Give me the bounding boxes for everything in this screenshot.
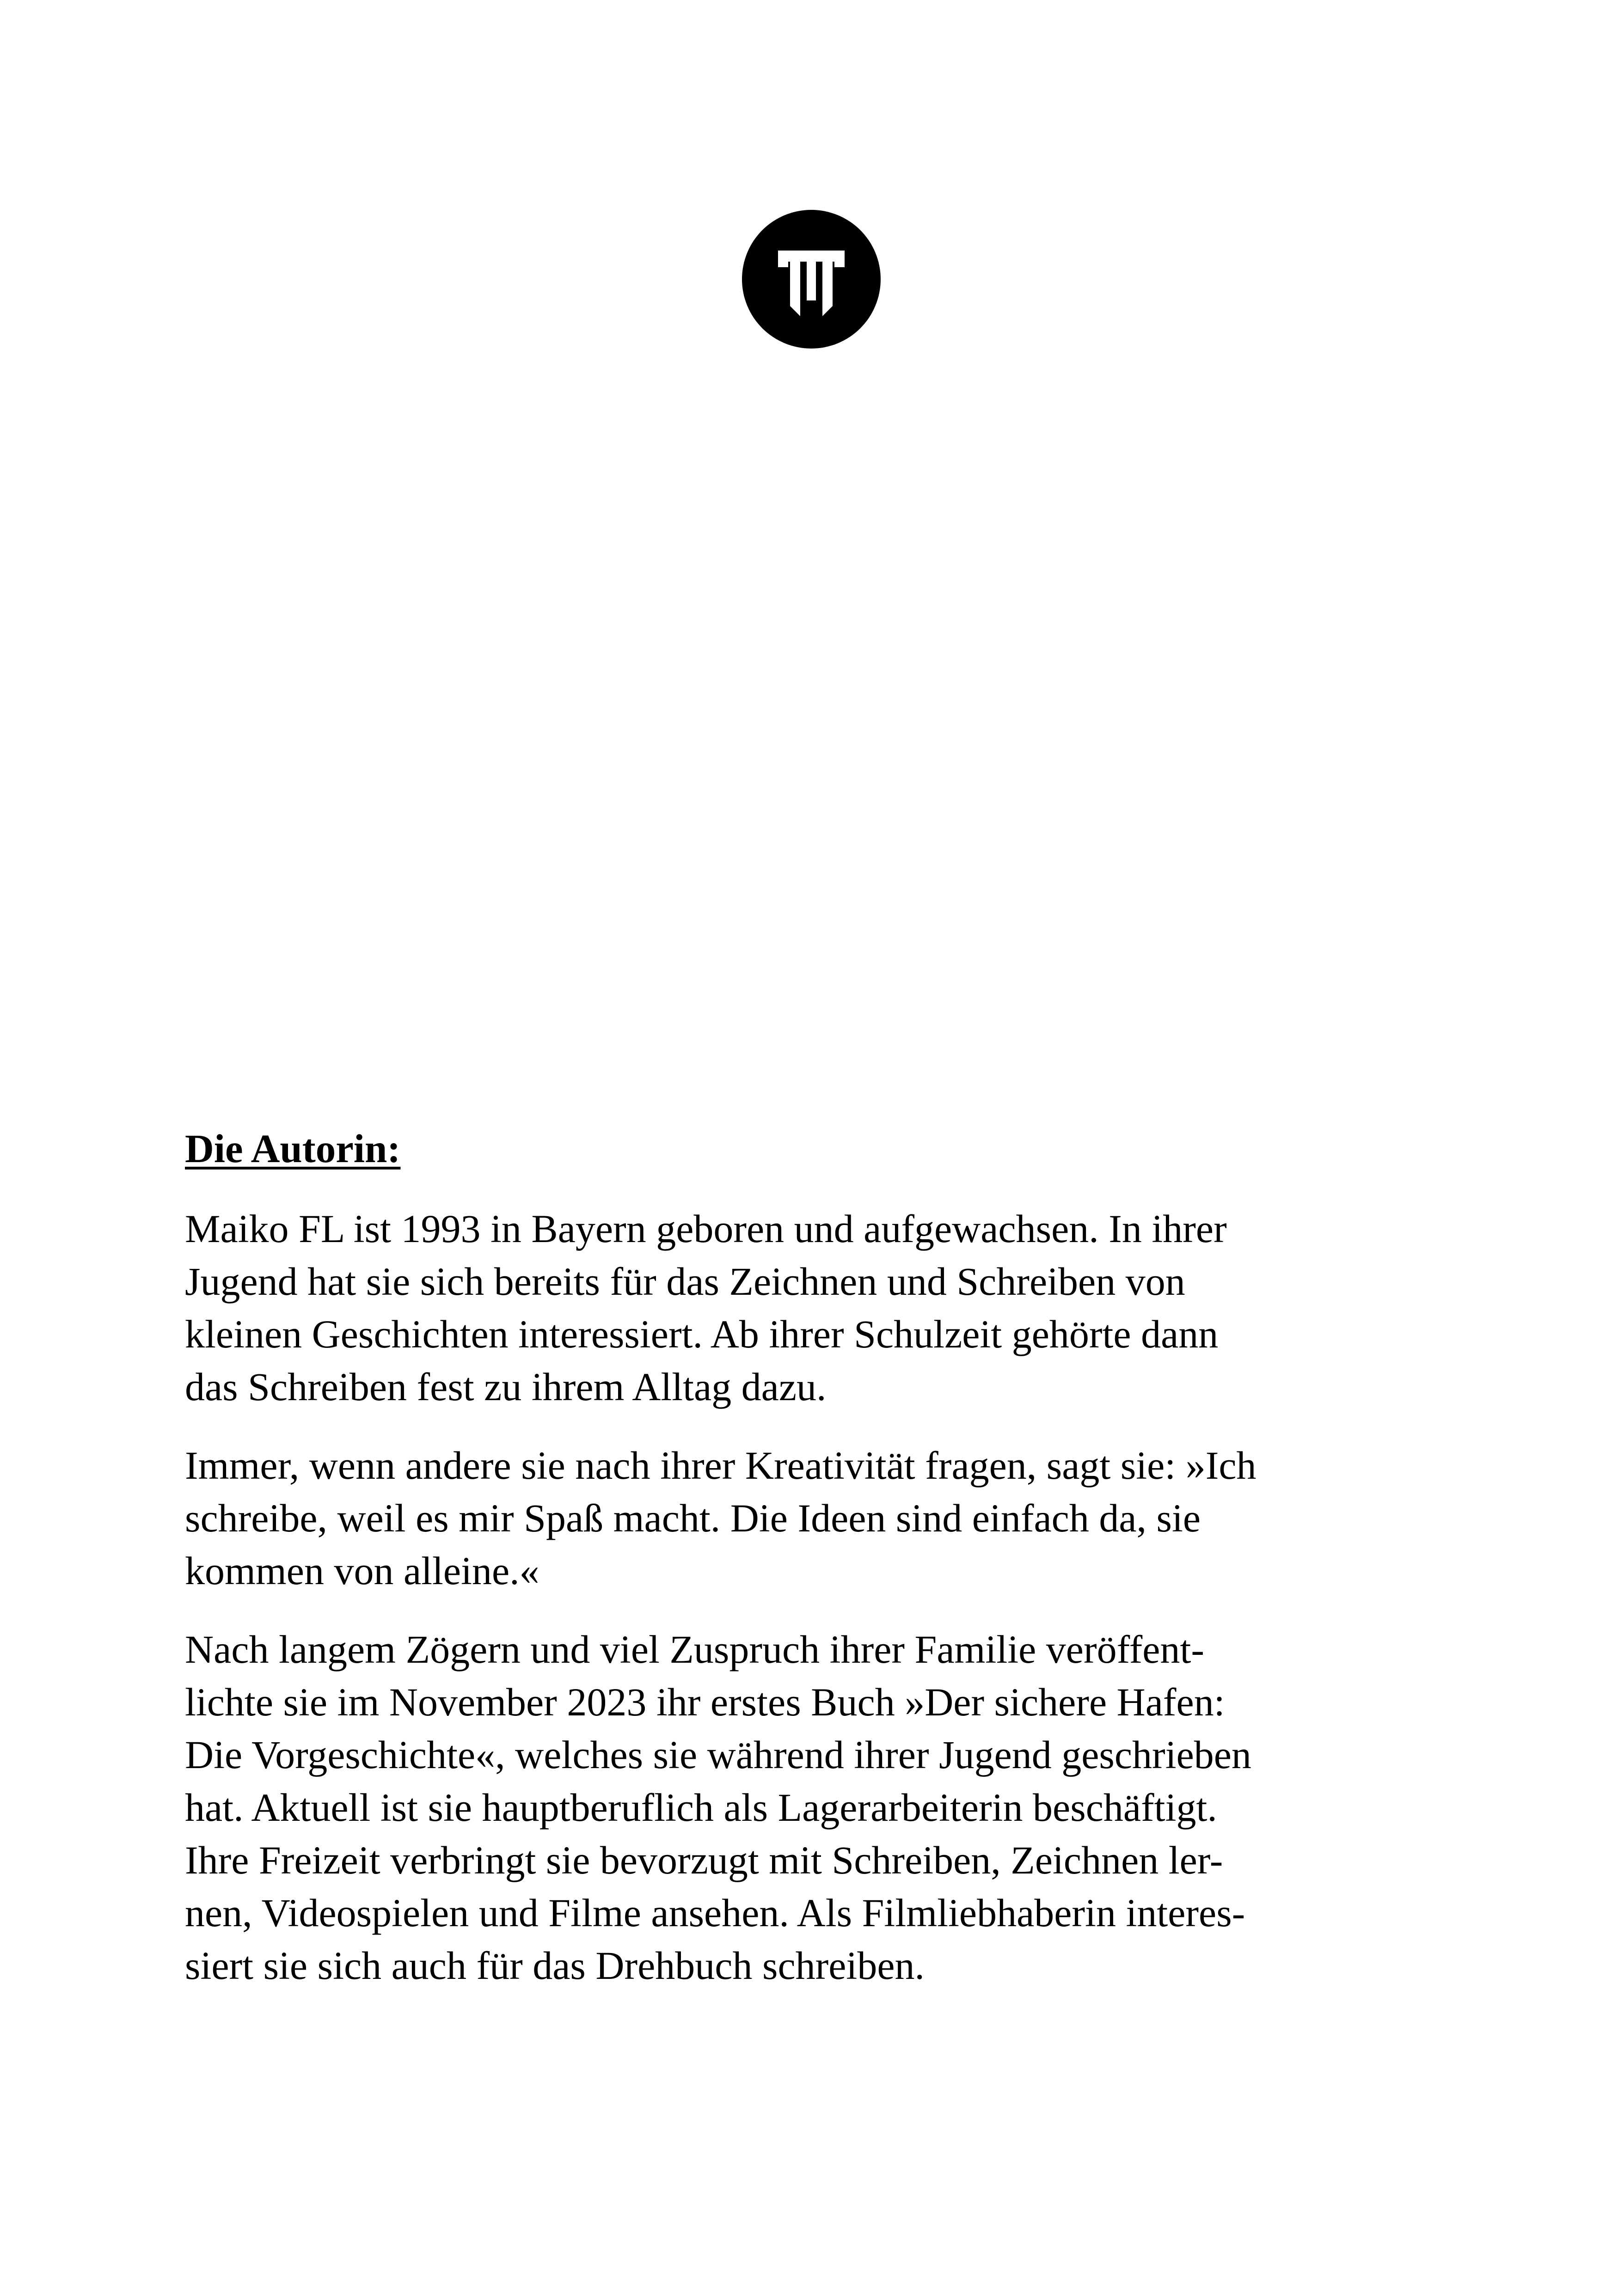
bio-paragraph-2 bbox=[185, 1439, 1438, 1597]
section-heading: Die Autorin: bbox=[185, 1126, 401, 1171]
publisher-logo-graphic bbox=[742, 210, 881, 349]
text-line: kommen von alleine.« bbox=[185, 1549, 539, 1593]
text-line: siert sie sich auch für das Drehbuch schreiben. bbox=[185, 1943, 925, 1988]
text-line: Die Vorgeschichte«, welches sie während ihrer Jugend geschrieben bbox=[185, 1733, 1251, 1777]
text-line: nen, Videospielen und Filme ansehen. Als Filmliebhaberin interes- bbox=[185, 1891, 1245, 1935]
text-line: das Schreiben fest zu ihrem Alltag dazu. bbox=[185, 1365, 827, 1409]
text-line: Nach langem Zögern und viel Zuspruch ihrer Familie veröffent- bbox=[185, 1627, 1205, 1671]
author-bio-section bbox=[185, 1121, 1438, 2018]
publisher-logo-icon bbox=[742, 210, 881, 349]
text-line: Maiko FL ist 1993 in Bayern geboren und aufgewachsen. In ihrer bbox=[185, 1206, 1227, 1251]
text-line: Ihre Freizeit verbringt sie bevorzugt mit Schreiben, Zeichnen ler- bbox=[185, 1838, 1223, 1882]
text-line: schreibe, weil es mir Spaß macht. Die Ideen sind einfach da, sie bbox=[185, 1496, 1201, 1540]
text-line: Jugend hat sie sich bereits für das Zeichnen und Schreiben von bbox=[185, 1259, 1185, 1304]
bio-paragraph-1 bbox=[185, 1202, 1438, 1413]
text-line: hat. Aktuell ist sie hauptberuflich als Lagerarbeiterin beschäftigt. bbox=[185, 1785, 1217, 1830]
text-line: lichte sie im November 2023 ihr erstes Buch »Der sichere Hafen: bbox=[185, 1680, 1225, 1724]
text-line: Immer, wenn andere sie nach ihrer Kreativität fragen, sagt sie: »Ich bbox=[185, 1443, 1256, 1488]
bio-paragraph-3 bbox=[185, 1623, 1438, 1992]
text-line: kleinen Geschichten interessiert. Ab ihrer Schulzeit gehörte dann bbox=[185, 1312, 1219, 1356]
